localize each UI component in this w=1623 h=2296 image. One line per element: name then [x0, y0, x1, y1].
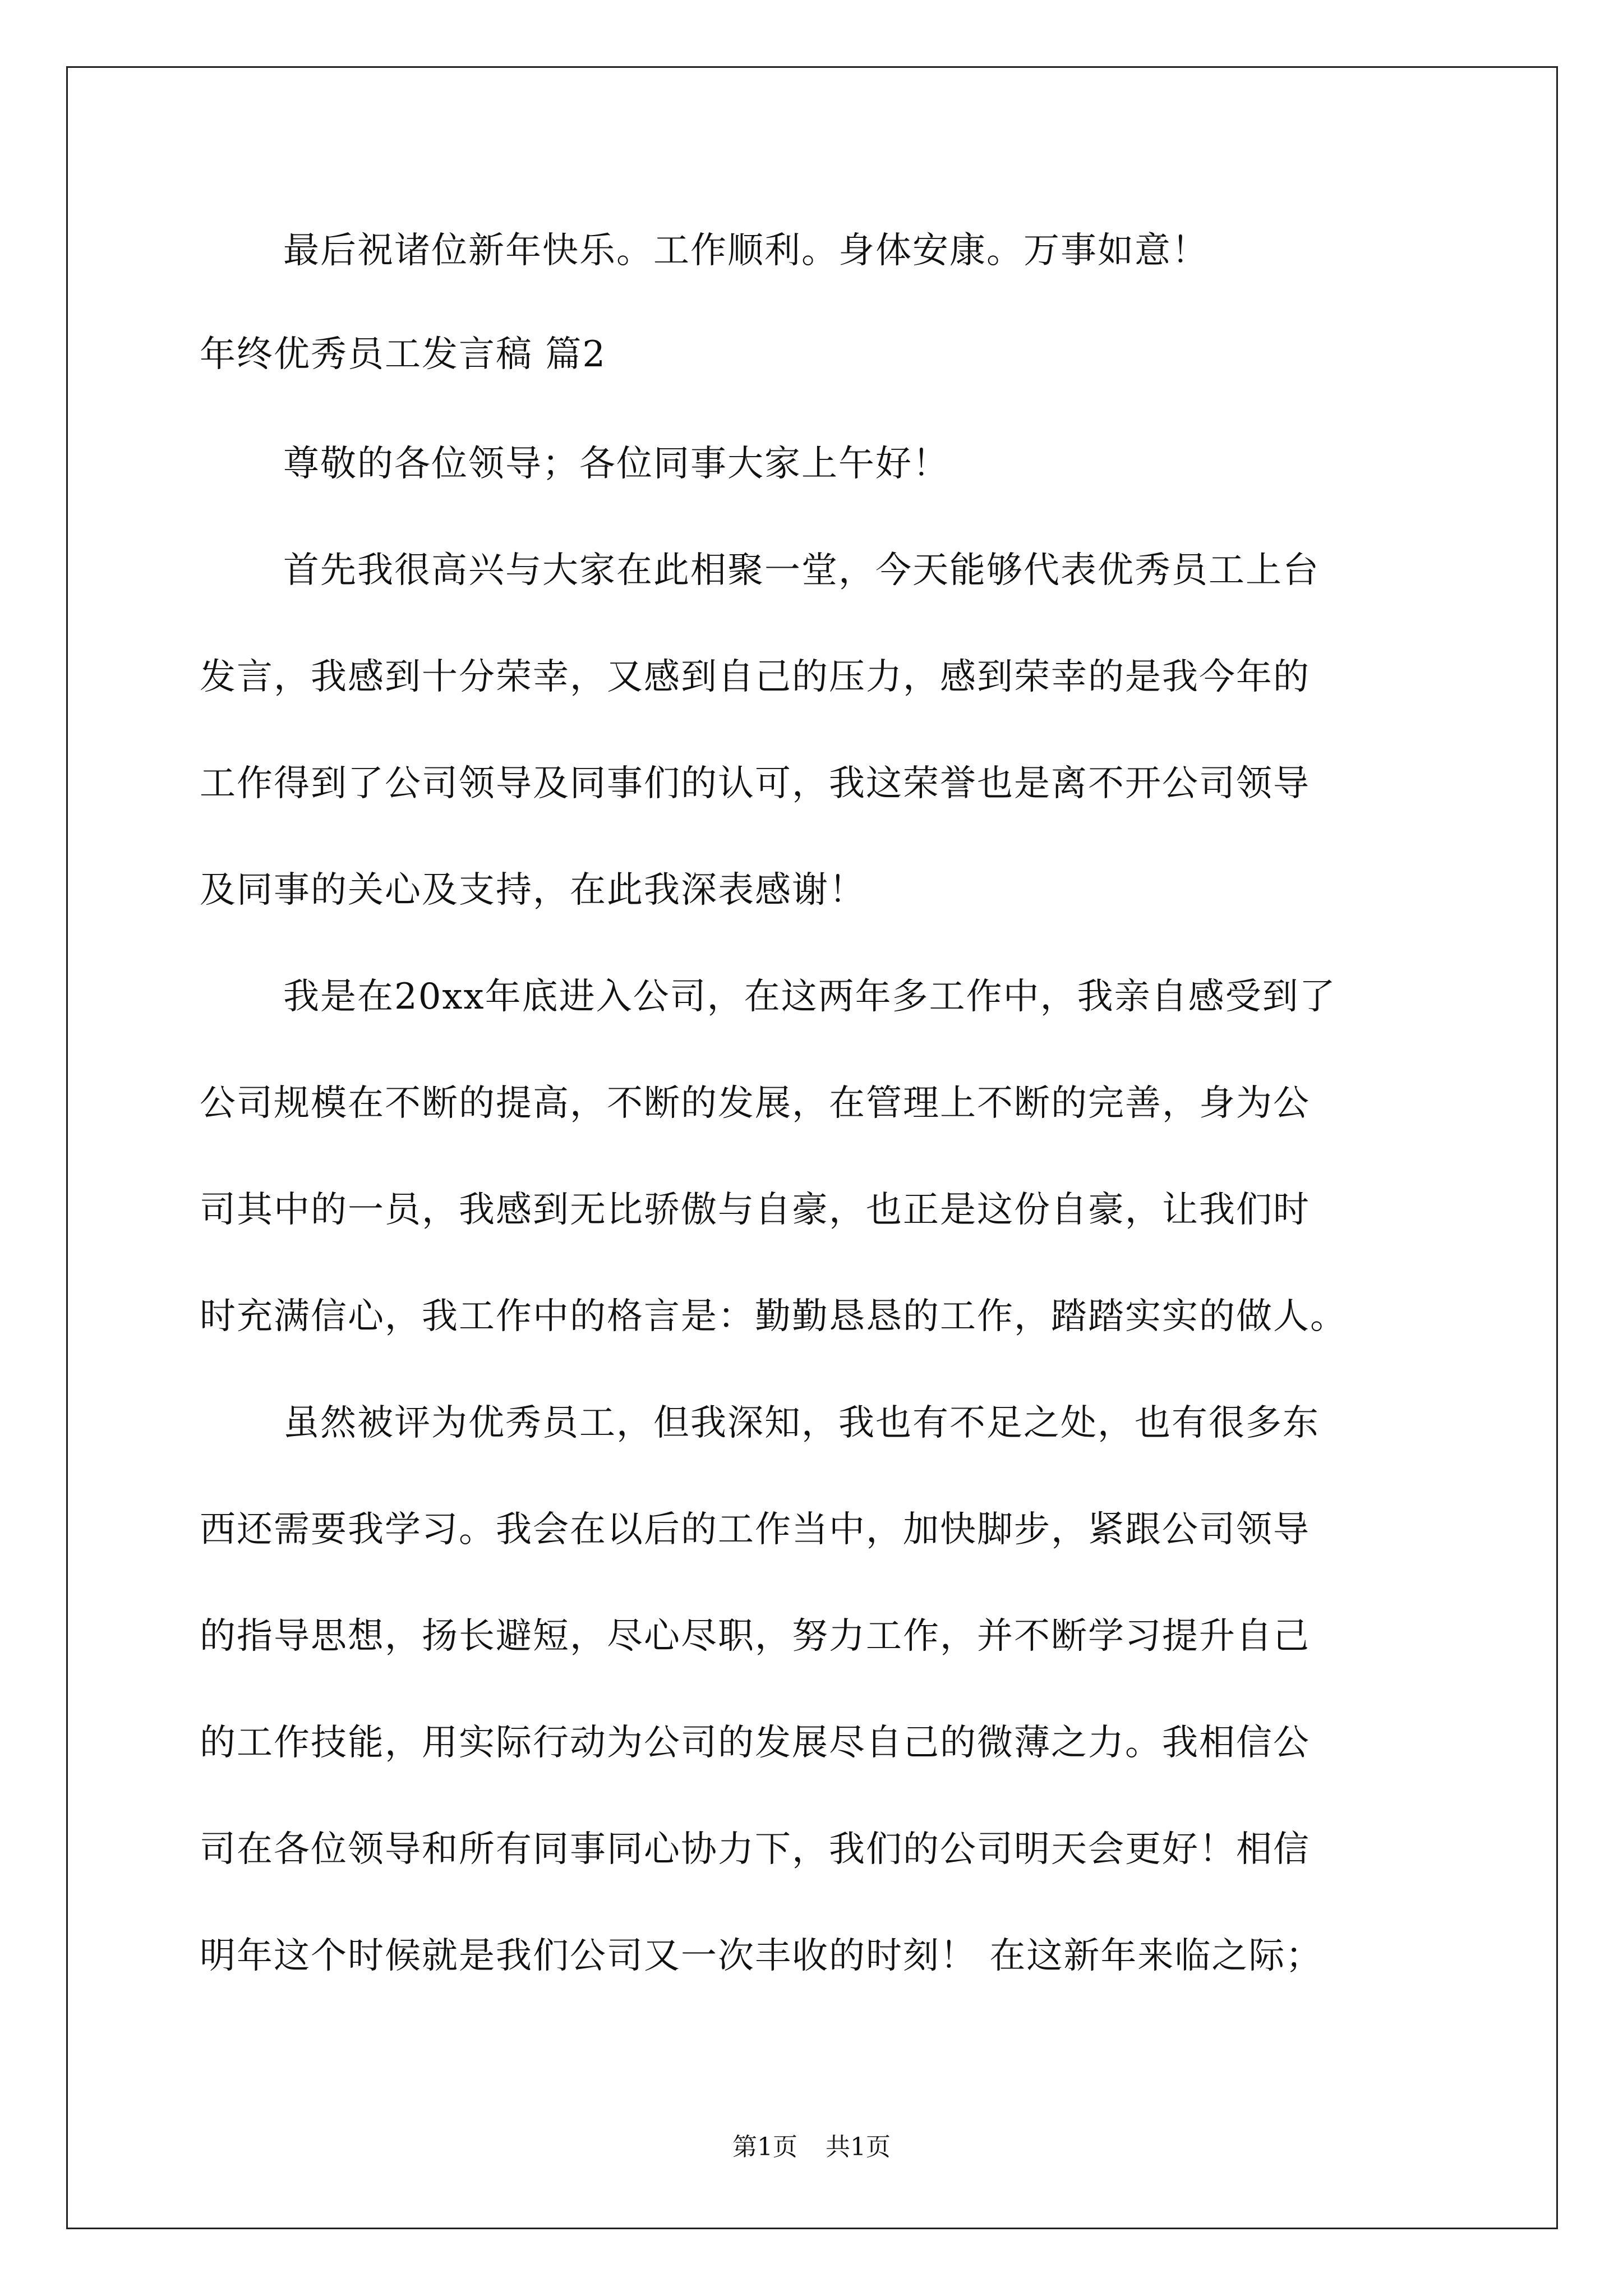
paragraph-line: 时充满信心，我工作中的格言是：勤勤恳恳的工作，踏踏实实的做人。	[200, 1296, 1347, 1337]
paragraph-line: 虽然被评为优秀员工，但我深知，我也有不足之处，也有很多东	[283, 1402, 1320, 1444]
paragraph-line: 司其中的一员，我感到无比骄傲与自豪，也正是这份自豪，让我们时	[200, 1189, 1310, 1231]
paragraph-line: 尊敬的各位领导；各位同事大家上午好！	[283, 443, 949, 485]
section-title: 年终优秀员工发言稿 篇2	[200, 334, 607, 375]
page-number: 第1页	[732, 2133, 797, 2161]
paragraph-line: 的工作技能，用实际行动为公司的发展尽自己的微薄之力。我相信公	[200, 1722, 1310, 1764]
paragraph-line: 及同事的关心及支持，在此我深表感谢！	[200, 869, 866, 911]
page-border	[66, 66, 1558, 2229]
page-total: 共1页	[826, 2133, 891, 2161]
paragraph-line: 西还需要我学习。我会在以后的工作当中，加快脚步，紧跟公司领导	[200, 1509, 1310, 1550]
paragraph-line: 我是在20xx年底进入公司，在这两年多工作中，我亲自感受到了	[283, 976, 1336, 1018]
paragraph-line: 首先我很高兴与大家在此相聚一堂，今天能够代表优秀员工上台	[283, 550, 1320, 591]
paragraph-line: 司在各位领导和所有同事同心协力下，我们的公司明天会更好！相信	[200, 1829, 1310, 1870]
paragraph-line: 公司规模在不断的提高，不断的发展，在管理上不断的完善，身为公	[200, 1083, 1310, 1124]
page-footer	[0, 2135, 1623, 2160]
paragraph-line: 明年这个时候就是我们公司又一次丰收的时刻！ 在这新年来临之际；	[200, 1935, 1323, 1977]
paragraph-line: 发言，我感到十分荣幸，又感到自己的压力，感到荣幸的是我今年的	[200, 656, 1310, 698]
paragraph-line: 的指导思想，扬长避短，尽心尽职，努力工作，并不断学习提升自己	[200, 1616, 1310, 1657]
paragraph-line: 工作得到了公司领导及同事们的认可，我这荣誉也是离不开公司领导	[200, 763, 1310, 804]
paragraph-line: 最后祝诸位新年快乐。工作顺利。身体安康。万事如意！	[283, 230, 1209, 272]
